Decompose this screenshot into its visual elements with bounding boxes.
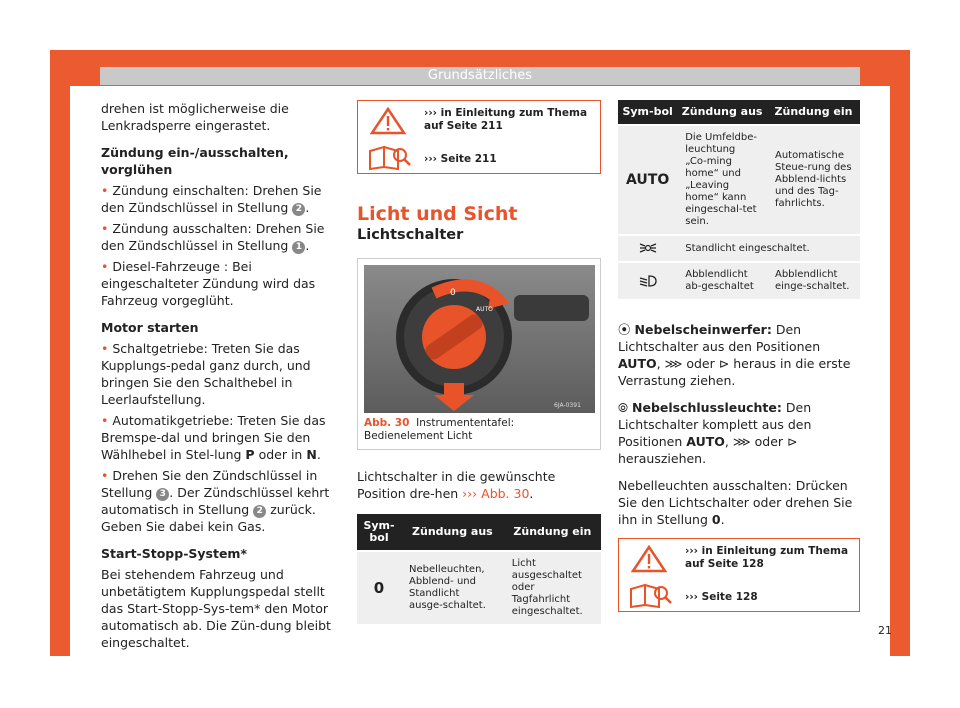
bullet-diesel: • Diesel-Fahrzeuge : Bei eingeschalteter Zündung wird das Fahrzeug vorgeglüht. bbox=[101, 259, 316, 308]
table-header: Zündung aus bbox=[401, 514, 504, 551]
chapter-title: Licht und Sicht bbox=[357, 203, 518, 225]
light-switch-photo bbox=[364, 265, 595, 413]
warning-link[interactable]: ››› in Einleitung zum Thema auf Seite 211 bbox=[424, 107, 588, 132]
fog-off-text: Nebelleuchten ausschalten: Drücken Sie den Lichtschalter oder drehen Sie ihn in Stellung 0. bbox=[618, 478, 853, 527]
warning-triangle-icon bbox=[629, 545, 669, 573]
table-row: Standlicht eingeschaltet. bbox=[618, 235, 860, 262]
column-3 bbox=[618, 100, 860, 612]
symbol-cell: AUTO bbox=[618, 125, 677, 235]
section-header: Grundsätzliches bbox=[100, 67, 860, 85]
manual-note-icon bbox=[366, 143, 412, 171]
light-switch-table-2 bbox=[618, 100, 860, 299]
side-light-icon bbox=[618, 235, 677, 262]
figure-link[interactable]: ››› Abb. 30 bbox=[462, 486, 530, 501]
start-stop-text: Bei stehendem Fahrzeug und unbetätigtem Kupplungspedal stellt das Start-Stopp-Sys-tem* den Motor automatisch ab. Die Zün-dung bleibt eingeschaltet. bbox=[101, 567, 331, 650]
rear-fog-text: ⦾ Nebelschlussleuchte: Den Lichtschalter komplett aus den Positionen AUTO, ⋙ oder ⊳ herausziehen. bbox=[618, 400, 812, 466]
heading-start-engine: Motor starten bbox=[101, 320, 199, 335]
bullet-turn-key: • Drehen Sie den Zündschlüssel in Stellung 3 . Der Zündschlüssel kehrt automatisch in Stellung 2 zurück. Geben Sie dabei kein Gas. bbox=[101, 468, 330, 534]
rear-fog-icon: ⦾ bbox=[618, 400, 629, 415]
instruction-text: Lichtschalter in die gewünschte Position dre-hen ››› Abb. 30. bbox=[357, 469, 556, 501]
warning-link[interactable]: ››› in Einleitung zum Thema auf Seite 128 bbox=[685, 545, 849, 570]
photo-label-auto: AUTO bbox=[476, 306, 493, 313]
manual-note-icon bbox=[627, 581, 673, 609]
table-header: Sym-bol bbox=[357, 514, 401, 551]
photo-code: 6JA-0391 bbox=[554, 402, 581, 409]
low-beam-icon bbox=[618, 262, 677, 299]
fog-lights-text: ⦿ Nebelscheinwerfer: Den Lichtschalter aus den Positionen AUTO, ⋙ oder ⊳ heraus in die erste Verrastung ziehen. bbox=[618, 322, 851, 388]
table-row: AUTO Die Umfeldbe-leuchtung „Co-ming home“ und „Leaving home“ kann eingeschal-tet sein. Automatische Steue-rung des Abblend-lichts und des Tag-fahrlichts. bbox=[618, 125, 860, 235]
bullet-ignition-on: • Zündung einschalten: Drehen Sie den Zündschlüssel in Stellung 2 . bbox=[101, 183, 322, 215]
table-row: Abblendlicht ab-geschaltet Abblendlicht einge-schaltet. bbox=[618, 262, 860, 299]
figure-caption: Abb. 30 Instrumententafel: Bedienelement Licht bbox=[364, 417, 515, 442]
position-badge: 2 bbox=[292, 203, 305, 216]
table-header: Zündung ein bbox=[504, 514, 601, 551]
position-badge: 2 bbox=[253, 505, 266, 518]
figure bbox=[357, 258, 601, 450]
bullet-automatic: • Automatikgetriebe: Treten Sie das Bremspe-dal und bringen Sie den Wählhebel in Stel-lung P oder in N. bbox=[101, 413, 326, 462]
light-switch-table-1 bbox=[357, 514, 601, 624]
table-header: Zündung ein bbox=[767, 100, 860, 125]
bullet-manual: • Schaltgetriebe: Treten Sie das Kupplungs-pedal ganz durch, und bringen Sie den Schalthebel in Leerlaufstellung. bbox=[101, 341, 311, 407]
heading-ignition: Zündung ein-/ausschalten, vorglühen bbox=[101, 145, 289, 177]
symbol-cell: 0 bbox=[357, 551, 401, 624]
table-header: Sym-bol bbox=[618, 100, 677, 125]
position-badge: 1 bbox=[292, 241, 305, 254]
side-light-icon: ⋙ bbox=[732, 434, 751, 449]
table-row: 0 Nebelleuchten, Abblend- und Standlicht ausge-schaltet. Licht ausgeschaltet oder Tagfahrlicht eingeschaltet. bbox=[357, 551, 601, 624]
intro-text: drehen ist möglicherweise die Lenkradsperre eingerastet. bbox=[101, 101, 289, 133]
table-header: Zündung aus bbox=[677, 100, 767, 125]
warning-box bbox=[618, 538, 860, 612]
position-badge: 3 bbox=[156, 488, 169, 501]
section-title: Lichtschalter bbox=[357, 227, 464, 243]
low-beam-icon: ⊳ bbox=[718, 356, 730, 371]
fog-light-icon: ⦿ bbox=[618, 322, 631, 337]
column-1 bbox=[101, 100, 341, 661]
page-link[interactable]: ››› Seite 128 bbox=[685, 591, 758, 603]
side-light-icon: ⋙ bbox=[664, 356, 683, 371]
warning-box bbox=[357, 100, 601, 174]
bullet-ignition-off: • Zündung ausschalten: Drehen Sie den Zündschlüssel in Stellung 1 . bbox=[101, 221, 325, 253]
photo-label-zero: 0 bbox=[450, 288, 456, 298]
warning-triangle-icon bbox=[368, 107, 408, 135]
heading-start-stop: Start-Stopp-System* bbox=[101, 546, 247, 561]
low-beam-icon: ⊳ bbox=[787, 434, 798, 449]
page-number: 21 bbox=[878, 624, 892, 637]
light-switch-illustration bbox=[364, 265, 595, 413]
column-2 bbox=[357, 100, 601, 624]
page-link[interactable]: ››› Seite 211 bbox=[424, 153, 497, 165]
